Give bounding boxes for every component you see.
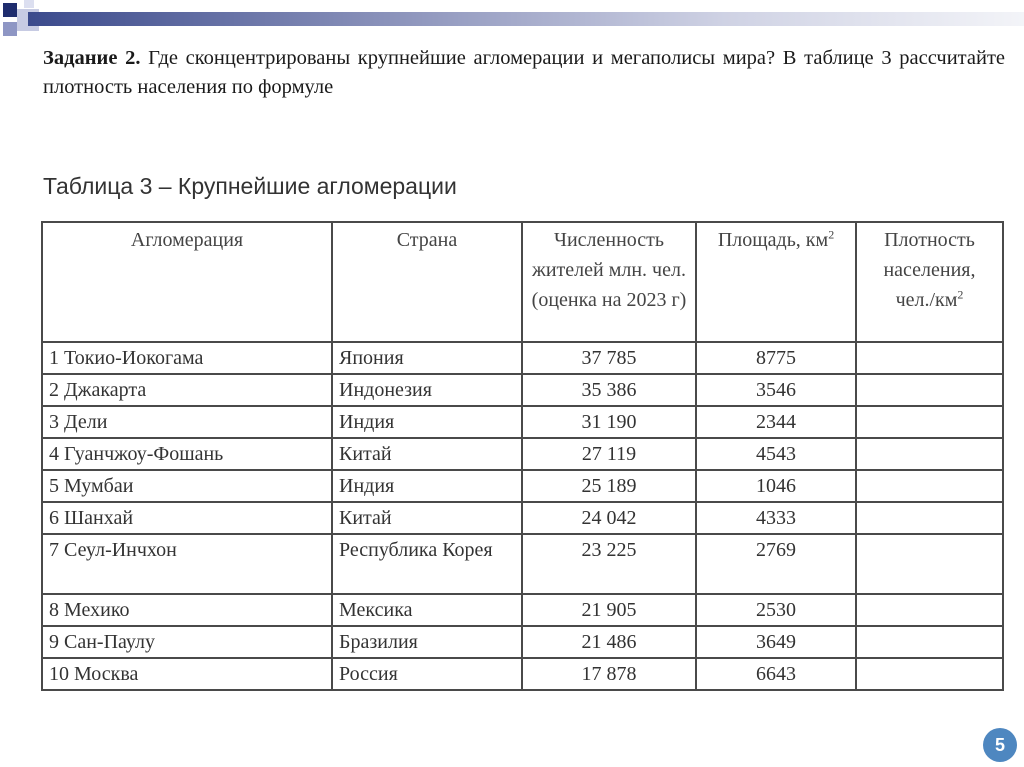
header-area <box>696 222 856 342</box>
cell-country: Республика Корея <box>332 534 522 594</box>
cell-density[interactable] <box>856 658 1003 690</box>
header-density <box>856 222 1003 342</box>
cell-density[interactable] <box>856 342 1003 374</box>
cell-population: 35 386 <box>522 374 696 406</box>
cell-country: Китай <box>332 438 522 470</box>
task-text <box>43 44 1005 102</box>
cell-country: Япония <box>332 342 522 374</box>
cell-density[interactable] <box>856 534 1003 594</box>
table-row <box>42 594 1003 626</box>
task-question: Где сконцентрированы крупнейшие агломерации и мегаполисы мира? В таблице 3 рассчитайте плотность населения по формуле <box>43 47 1005 98</box>
task-label: Задание 2. <box>43 47 141 69</box>
table-header-row <box>42 222 1003 342</box>
table-row <box>42 470 1003 502</box>
agglomerations-table <box>41 221 1004 691</box>
cell-population: 23 225 <box>522 534 696 594</box>
table-row <box>42 342 1003 374</box>
cell-agglomeration: 4 Гуанчжоу-Фошань <box>42 438 332 470</box>
cell-agglomeration: 9 Сан-Паулу <box>42 626 332 658</box>
header-area-sup: 2 <box>828 227 835 242</box>
cell-agglomeration: 2 Джакарта <box>42 374 332 406</box>
cell-population: 25 189 <box>522 470 696 502</box>
cell-density[interactable] <box>856 406 1003 438</box>
cell-agglomeration: 8 Мехико <box>42 594 332 626</box>
cell-population: 37 785 <box>522 342 696 374</box>
cell-population: 21 905 <box>522 594 696 626</box>
cell-population: 24 042 <box>522 502 696 534</box>
cell-area: 1046 <box>696 470 856 502</box>
header-density-text: Плотность населения, чел./км <box>883 229 976 311</box>
cell-density[interactable] <box>856 626 1003 658</box>
cell-agglomeration: 3 Дели <box>42 406 332 438</box>
header-gradient-bar <box>28 12 1024 26</box>
cell-country: Индия <box>332 470 522 502</box>
table-row <box>42 626 1003 658</box>
header-density-sup: 2 <box>957 287 964 302</box>
cell-area: 2530 <box>696 594 856 626</box>
cell-population: 27 119 <box>522 438 696 470</box>
header-area-text: Площадь, км <box>717 229 829 251</box>
cell-agglomeration: 6 Шанхай <box>42 502 332 534</box>
page-number-badge: 5 <box>983 728 1017 762</box>
table-row <box>42 658 1003 690</box>
table-title: Таблица 3 – Крупнейшие агломерации <box>43 173 457 199</box>
header-agglomeration: Агломерация <box>42 222 332 342</box>
cell-country: Бразилия <box>332 626 522 658</box>
cell-density[interactable] <box>856 438 1003 470</box>
cell-density[interactable] <box>856 470 1003 502</box>
cell-population: 17 878 <box>522 658 696 690</box>
cell-density[interactable] <box>856 374 1003 406</box>
cell-country: Китай <box>332 502 522 534</box>
cell-population: 31 190 <box>522 406 696 438</box>
cell-area: 3649 <box>696 626 856 658</box>
cell-agglomeration: 10 Москва <box>42 658 332 690</box>
cell-country: Мексика <box>332 594 522 626</box>
cell-country: Россия <box>332 658 522 690</box>
cell-area: 2769 <box>696 534 856 594</box>
cell-country: Индонезия <box>332 374 522 406</box>
decor-square <box>24 0 34 8</box>
cell-area: 2344 <box>696 406 856 438</box>
cell-area: 3546 <box>696 374 856 406</box>
cell-population: 21 486 <box>522 626 696 658</box>
cell-agglomeration: 7 Сеул-Инчхон <box>42 534 332 594</box>
decor-square <box>3 22 17 36</box>
cell-area: 4543 <box>696 438 856 470</box>
table-row <box>42 406 1003 438</box>
cell-density[interactable] <box>856 594 1003 626</box>
table-row <box>42 374 1003 406</box>
cell-agglomeration: 5 Мумбаи <box>42 470 332 502</box>
cell-area: 8775 <box>696 342 856 374</box>
cell-density[interactable] <box>856 502 1003 534</box>
cell-area: 6643 <box>696 658 856 690</box>
cell-area: 4333 <box>696 502 856 534</box>
table-row <box>42 438 1003 470</box>
table-row <box>42 534 1003 594</box>
header-country: Страна <box>332 222 522 342</box>
header-population: Численность жителей млн. чел. (оценка на 2023 г) <box>522 222 696 342</box>
decor-square <box>3 3 17 17</box>
cell-country: Индия <box>332 406 522 438</box>
cell-agglomeration: 1 Токио-Иокогама <box>42 342 332 374</box>
table-row <box>42 502 1003 534</box>
